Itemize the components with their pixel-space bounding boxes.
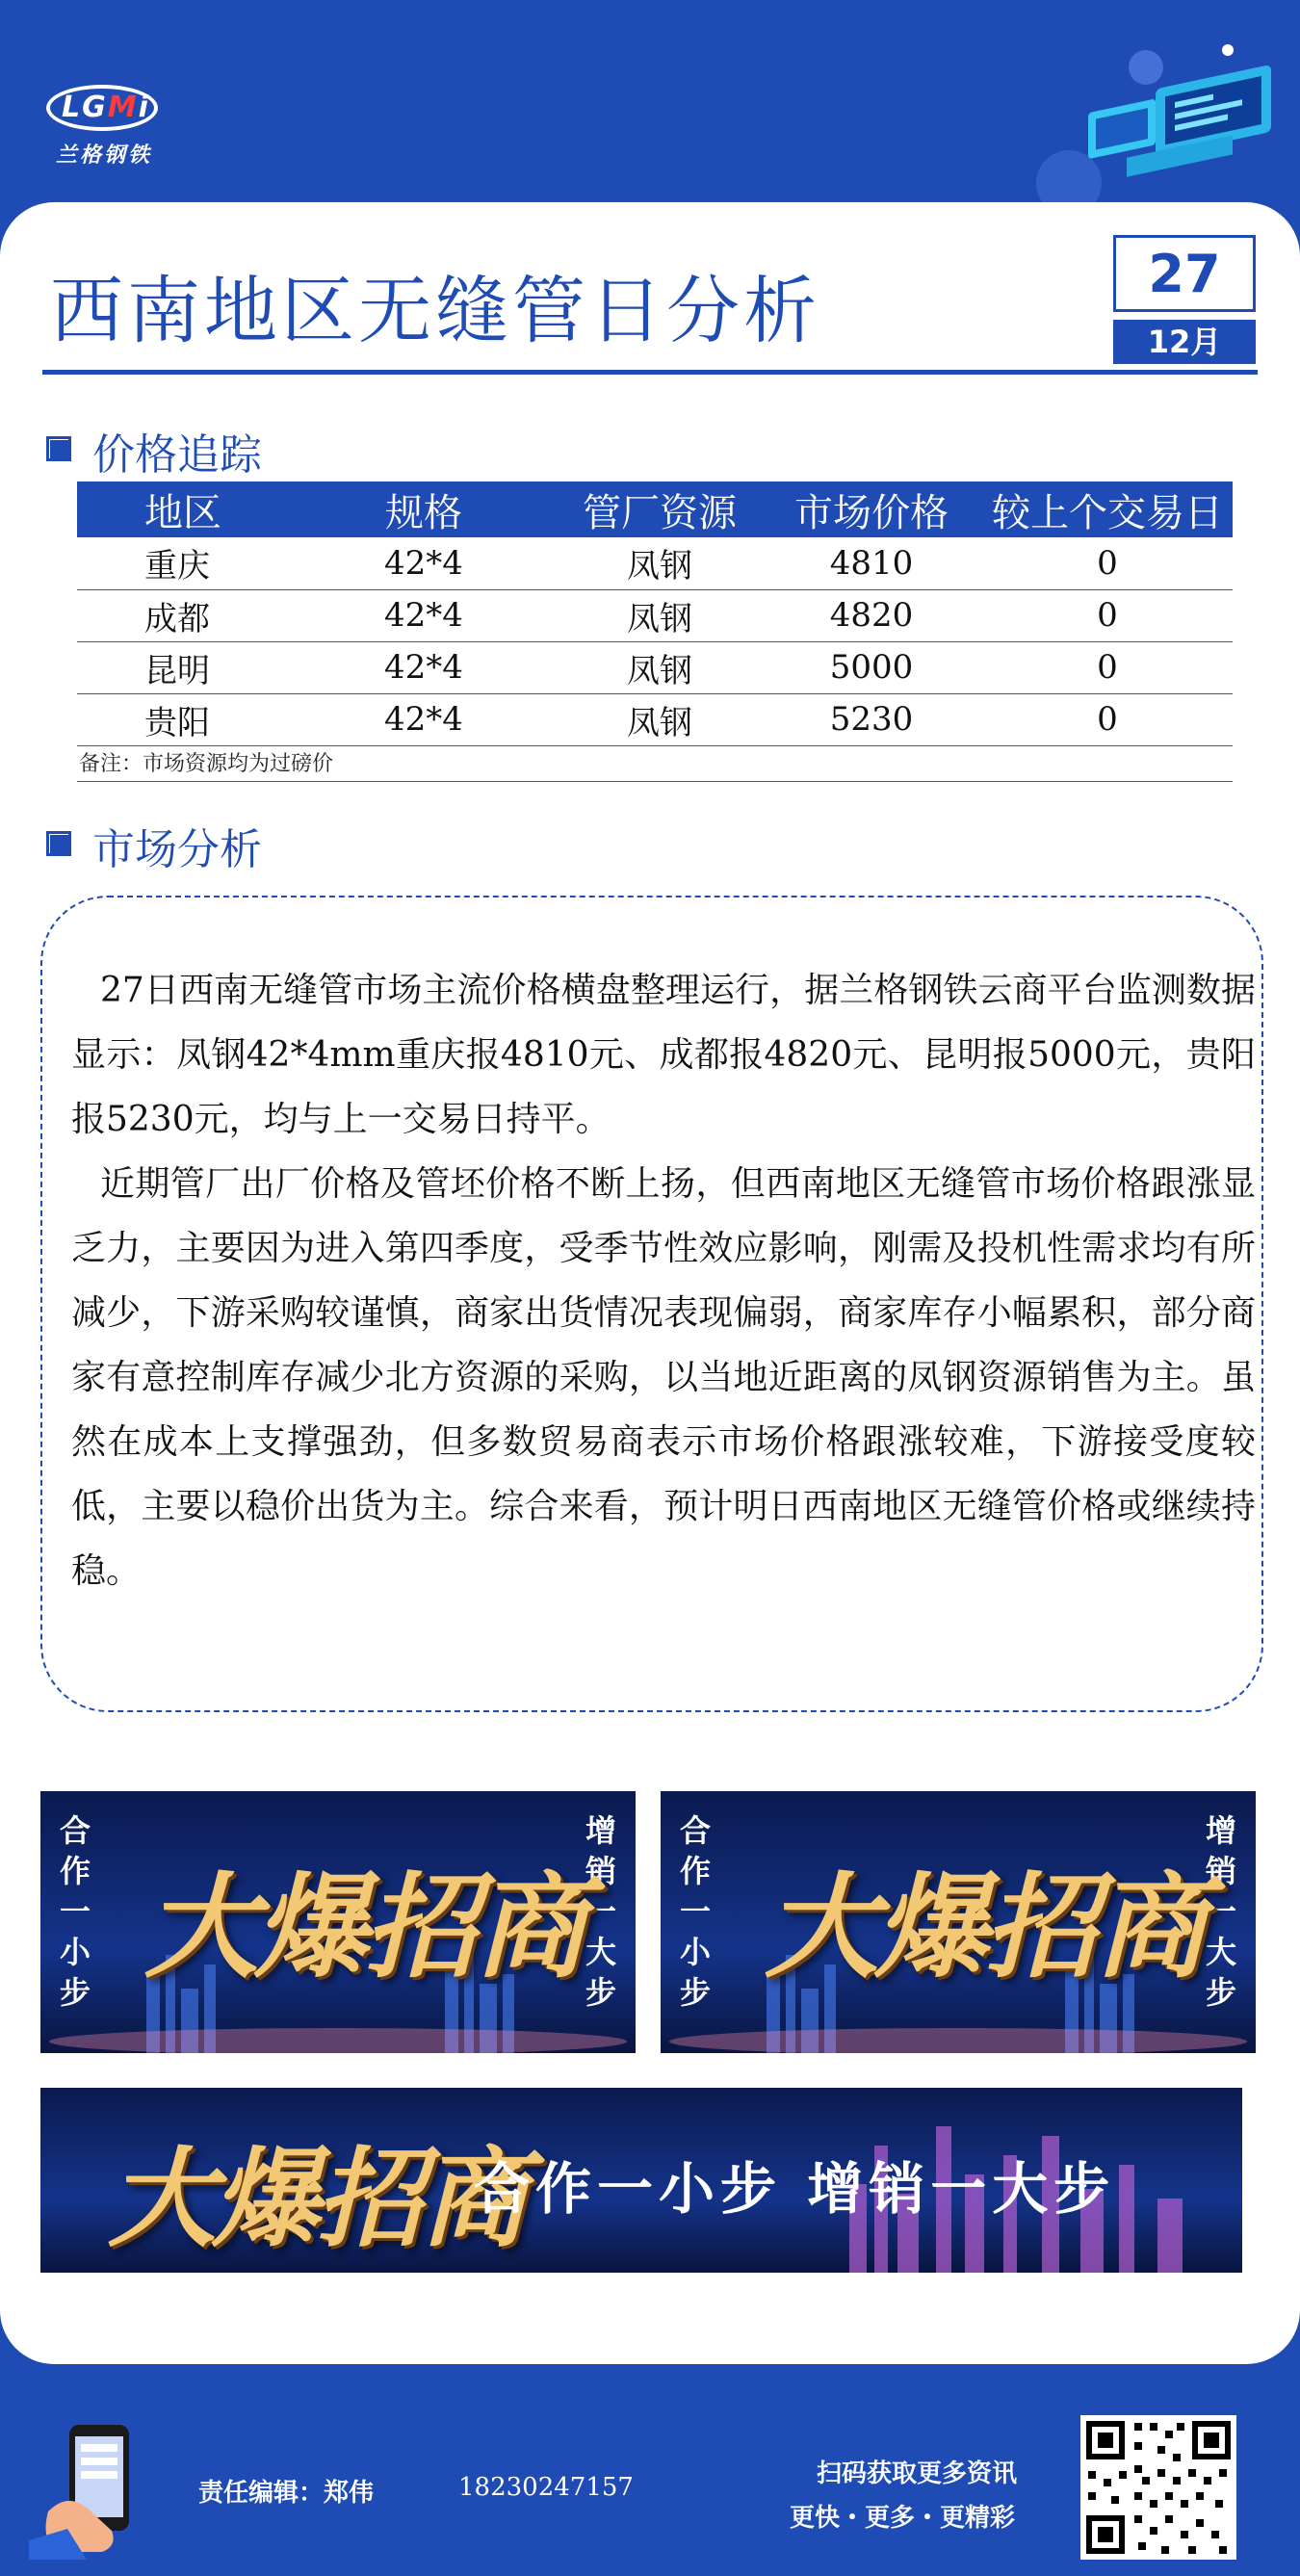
date-day: 27	[1113, 235, 1256, 312]
cell-price: 4820	[761, 589, 982, 641]
qr-code-icon[interactable]	[1080, 2415, 1236, 2560]
section-square-icon	[46, 831, 75, 860]
col-header: 管厂资源	[559, 481, 761, 537]
logo-mark: LGMi	[62, 91, 150, 124]
ad-left-vertical-text: 合作一小步	[679, 1812, 711, 2011]
ad-headline: 大爆招商	[108, 2137, 524, 2262]
price-section-title: 价格追踪	[92, 430, 262, 480]
col-header: 地区	[77, 481, 289, 537]
cell-region: 成都	[77, 589, 289, 641]
cell-price: 5230	[761, 693, 982, 745]
ad-headline: 大爆招商	[765, 1860, 1205, 1993]
cell-region: 重庆	[77, 537, 289, 589]
tech-decoration-illustration	[1030, 39, 1290, 221]
price-table	[77, 481, 1233, 746]
cell-spec: 42*4	[289, 537, 559, 589]
ad-banner-wide[interactable]	[40, 2088, 1242, 2273]
analysis-section-header	[46, 815, 262, 876]
table-row	[77, 589, 1233, 641]
cell-mill: 凤钢	[559, 589, 761, 641]
qr-tagline: 更快・更多・更精彩	[790, 2504, 1016, 2533]
ad-banner-left[interactable]	[40, 1791, 636, 2053]
table-row	[77, 537, 1233, 589]
editor-phone: 18230247157	[458, 2473, 634, 2502]
section-square-icon	[46, 436, 75, 465]
editor-label: 责任编辑：郑伟	[198, 2479, 375, 2508]
cell-mill: 凤钢	[559, 537, 761, 589]
cell-change: 0	[982, 537, 1233, 589]
cell-spec: 42*4	[289, 589, 559, 641]
table-remark: 备注：市场资源均为过磅价	[77, 747, 1233, 782]
cell-change: 0	[982, 641, 1233, 693]
cell-mill: 凤钢	[559, 641, 761, 693]
ad-slogan: 合作一小步 增销一大步	[474, 2156, 1116, 2222]
cell-region: 贵阳	[77, 693, 289, 745]
table-header-row	[77, 481, 1233, 537]
col-header: 市场价格	[761, 481, 982, 537]
date-month: 12月	[1113, 320, 1256, 364]
analysis-section-title: 市场分析	[92, 825, 262, 874]
ad-left-vertical-text: 合作一小步	[59, 1812, 91, 2011]
analysis-text	[71, 958, 1256, 1603]
cell-price: 5000	[761, 641, 982, 693]
cell-price: 4810	[761, 537, 982, 589]
table-row	[77, 693, 1233, 745]
cell-region: 昆明	[77, 641, 289, 693]
table-row	[77, 641, 1233, 693]
ad-right-vertical-text: 增销一大步	[1205, 1812, 1236, 2011]
price-section-header	[46, 420, 262, 481]
cell-spec: 42*4	[289, 641, 559, 693]
qr-caption: 扫码获取更多资讯	[817, 2459, 1018, 2488]
brand-logo[interactable]	[46, 85, 160, 171]
ad-banner-right[interactable]	[661, 1791, 1256, 2053]
analysis-paragraph: 27日西南无缝管市场主流价格横盘整理运行，据兰格钢铁云商平台监测数据显示：凤钢42*4mm重庆报4810元、成都报4820元、昆明报5000元，贵阳报5230元，均与上一交易日持平。	[71, 971, 1256, 1139]
title-underline	[42, 370, 1258, 375]
cell-change: 0	[982, 693, 1233, 745]
page-title: 西南地区无缝管日分析	[50, 268, 820, 353]
ad-headline: 大爆招商	[144, 1860, 585, 1993]
col-header: 规格	[289, 481, 559, 537]
ad-right-vertical-text: 增销一大步	[585, 1812, 616, 2011]
col-header: 较上个交易日	[982, 481, 1233, 537]
phone-hand-icon	[29, 2415, 173, 2560]
logo-cn-text: 兰格钢铁	[56, 143, 153, 168]
cell-mill: 凤钢	[559, 693, 761, 745]
cell-spec: 42*4	[289, 693, 559, 745]
analysis-paragraph: 近期管厂出厂价格及管坯价格不断上扬，但西南地区无缝管市场价格跟涨显乏力，主要因为进入第四季度，受季节性效应影响，刚需及投机性需求均有所减少，下游采购较谨慎，商家出货情况表现偏弱，商家库存小幅累积，部分商家有意控制库存减少北方资源的采购，以当地近距离的凤钢资源销售为主。虽然在成本上支撑强劲，但多数贸易商表示市场价格跟涨较难，下游接受度较低，主要以稳价出货为主。综合来看，预计明日西南地区无缝管价格或继续持稳。	[71, 1164, 1256, 1591]
cell-change: 0	[982, 589, 1233, 641]
